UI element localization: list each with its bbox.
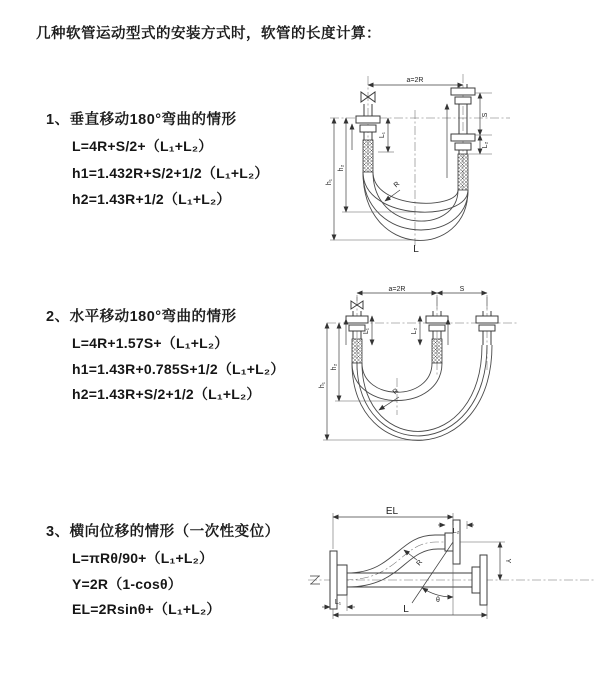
dim-label-s: S xyxy=(482,112,489,118)
braided-hose-section xyxy=(352,339,362,363)
section-1-formula-h2: h2=1.43R+1/2（L₁+L₂） xyxy=(72,191,231,207)
radius-label: R xyxy=(415,558,425,568)
doc-title: 几种软管运动型式的安装方式时，软管的长度计算： xyxy=(36,26,381,42)
dim-label-l2: L₂ xyxy=(411,327,418,335)
dim-label-l1: L₁ xyxy=(334,599,342,606)
hose-curves xyxy=(363,172,468,240)
section-3-formula-EL: EL=2Rsinθ+（L₁+L₂） xyxy=(72,601,221,617)
dim-label-s: S xyxy=(459,286,465,293)
dim-label-a2r: a=2R xyxy=(388,286,406,293)
section-2-formula-h1: h1=1.43R+0.785S+1/2（L₁+L₂） xyxy=(72,361,285,377)
dim-label-h2: h₂ xyxy=(338,164,345,172)
right-pipe xyxy=(451,84,475,190)
diagram-horizontal-180-bend xyxy=(313,283,560,453)
dim-label-l1: L₁ xyxy=(363,327,370,335)
dimension-labels xyxy=(319,286,465,396)
dim-label-l: L xyxy=(403,604,409,615)
dim-label-y: Y xyxy=(504,558,511,564)
section-3-formula-Y: Y=2R（1-cosθ） xyxy=(72,576,182,592)
diagram-lateral-displacement xyxy=(300,503,600,648)
dimension-lines xyxy=(323,293,487,440)
dim-label-l2: L₂ xyxy=(452,528,460,535)
upper-flange-displaced xyxy=(445,520,460,564)
braided-hose-section xyxy=(363,140,373,172)
radius-label: R xyxy=(392,180,402,190)
centerlines xyxy=(330,74,510,246)
dim-label-l1: L₁ xyxy=(379,131,386,139)
length-label: L xyxy=(413,244,419,255)
dimension-lines xyxy=(322,513,505,619)
section-3-heading: 3、横向位移的情形（一次性变位） xyxy=(46,524,280,540)
braided-hose-section xyxy=(458,154,468,190)
dim-label-l2: L₂ xyxy=(482,141,489,149)
dim-label-h1: h₁ xyxy=(319,381,326,389)
angle-label: θ xyxy=(436,597,440,604)
section-2-formula-L: L=4R+1.57S+（L₁+L₂） xyxy=(72,335,229,351)
dim-label-h1: h₁ xyxy=(326,178,333,186)
section-3-formula-L: L=πRθ/90+（L₁+L₂） xyxy=(72,550,214,566)
section-2-heading: 2、水平移动180°弯曲的情形 xyxy=(46,309,237,325)
section-1-heading: 1、垂直移动180°弯曲的情形 xyxy=(46,112,237,128)
hose-s-curve xyxy=(347,535,445,587)
right-flange xyxy=(472,555,487,605)
section-1-formula-h1: h1=1.432R+S/2+1/2（L₁+L₂） xyxy=(72,165,269,181)
dim-label-el: EL xyxy=(385,506,399,517)
diagram-vertical-180-bend xyxy=(312,70,547,255)
radius-leader xyxy=(404,550,417,560)
section-1-formula-L: L=4R+S/2+（L₁+L₂） xyxy=(72,138,213,154)
hose-curves xyxy=(352,345,492,440)
radius-label: R xyxy=(391,387,401,397)
section-2-formula-h2: h2=1.43R+S/2+1/2（L₁+L₂） xyxy=(72,386,261,402)
dim-label-a2r: a=2R xyxy=(406,77,424,84)
dim-label-h2: h₂ xyxy=(331,363,338,371)
right-pipe xyxy=(476,311,498,345)
braided-hose-section xyxy=(432,339,442,363)
